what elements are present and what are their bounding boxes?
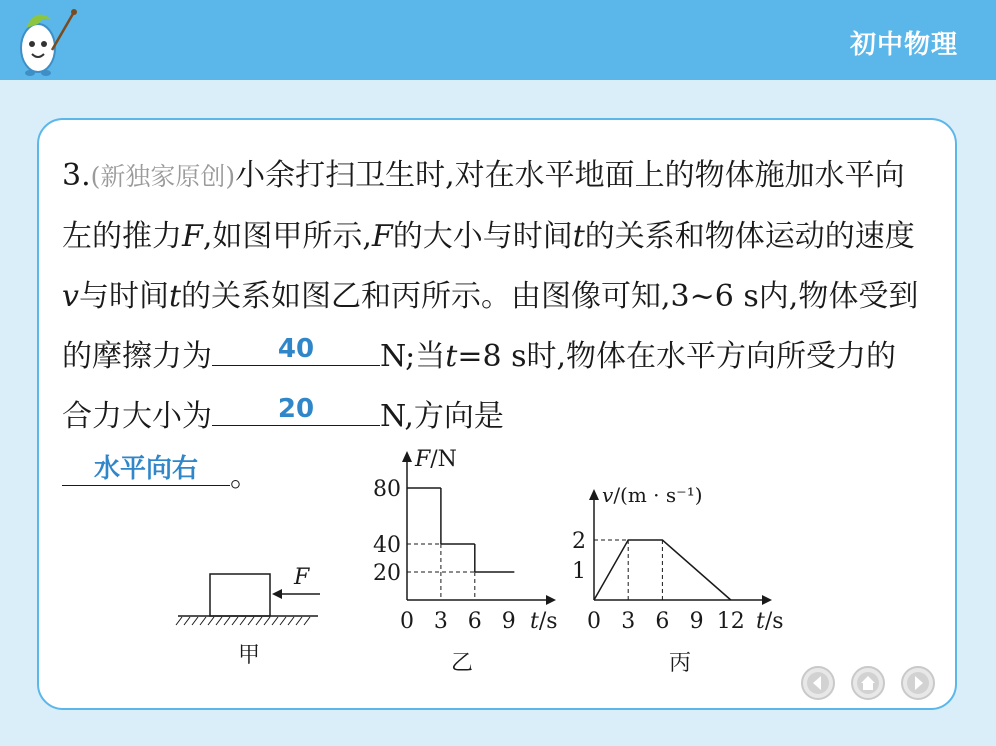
x-tick-label: 0: [400, 609, 414, 634]
x-axis-arrow-icon: [762, 595, 772, 605]
home-button[interactable]: [850, 665, 886, 701]
question-text-part: N,方向是: [380, 399, 504, 434]
x-axis-variable: t: [756, 609, 765, 634]
x-tick-label: 6: [467, 609, 482, 634]
x-axis-unit: /s: [538, 609, 558, 634]
hatch-mark: [296, 617, 302, 625]
y-tick-label: 20: [373, 561, 401, 586]
x-tick-label: 3: [621, 609, 636, 634]
figure-bing-chart: [572, 483, 784, 676]
answer-3: 水平向右: [93, 454, 198, 484]
y-tick-label: 2: [572, 529, 586, 554]
block: [210, 574, 270, 616]
x-tick-label: 0: [587, 609, 601, 634]
x-tick-label: 12: [716, 609, 745, 634]
hatch-mark: [176, 617, 182, 625]
answer-1: 40: [277, 334, 315, 364]
y-axis-label: [602, 483, 703, 507]
hatch-mark: [216, 617, 222, 625]
question-text-part: 小余打扫卫生时,对在水平地面上的物体施加水平向左的推力: [62, 158, 905, 254]
answer-2: 20: [277, 394, 315, 424]
variable-F: F: [182, 219, 203, 254]
caption-bing: 丙: [668, 651, 692, 676]
caption-jia: 甲: [238, 643, 261, 668]
hatch-mark: [288, 617, 294, 625]
hatch-mark: [200, 617, 206, 625]
y-tick-label: 1: [572, 559, 586, 584]
hatch-mark: [224, 617, 230, 625]
y-axis-arrow-icon: [589, 489, 599, 500]
hatch-mark: [208, 617, 214, 625]
y-axis-unit: /(m · s⁻¹): [613, 483, 703, 507]
subject-title: 初中物理: [849, 30, 958, 60]
figure-jia: [176, 565, 320, 668]
x-axis-unit: /s: [764, 609, 784, 634]
hatch-mark: [184, 617, 190, 625]
question-text-part: 的大小与时间: [392, 219, 573, 254]
question-text-part: 的关系和物体运动的速度: [584, 219, 915, 254]
hatch-mark: [192, 617, 198, 625]
question-source: (新独家原创): [90, 162, 236, 191]
x-tick-label: 9: [689, 609, 704, 634]
x-tick-label: 6: [655, 609, 670, 634]
hatch-mark: [272, 617, 278, 625]
variable-F: F: [371, 219, 393, 254]
question-number: 3.: [62, 158, 91, 193]
question-text-part: N;当: [380, 339, 446, 374]
hatch-mark: [280, 617, 286, 625]
x-axis-arrow-icon: [546, 595, 556, 605]
hatch-mark: [304, 617, 310, 625]
question-text-part: ,如图甲所示,: [202, 219, 372, 254]
hatch-mark: [232, 617, 238, 625]
hatch-mark: [248, 617, 254, 625]
y-tick-label: 80: [373, 477, 401, 502]
variable-t: t: [445, 339, 458, 374]
x-tick-label: 9: [501, 609, 516, 634]
arrow-head-icon: [272, 589, 282, 599]
hatch-mark: [264, 617, 270, 625]
variable-t: t: [572, 219, 585, 254]
figure-yi-chart: [373, 447, 558, 676]
question-text-part: 的关系如图乙和丙所示。由图像可知,3~6 s内,物体受到的摩擦力为: [62, 279, 919, 374]
next-button[interactable]: [900, 665, 936, 701]
x-axis-label: [530, 609, 558, 634]
ground-hatching: [176, 617, 310, 625]
caption-yi: 乙: [450, 651, 474, 676]
x-axis-variable: t: [530, 609, 539, 634]
y-tick-label: 40: [373, 533, 401, 558]
y-axis-variable: v: [602, 483, 614, 507]
x-axis-label: [756, 609, 784, 634]
y-axis-arrow-icon: [402, 451, 412, 462]
y-axis-unit: /N: [430, 447, 457, 472]
variable-t: t: [168, 279, 182, 314]
y-axis-label: [414, 447, 457, 472]
question-text-part: 与时间: [78, 279, 169, 314]
force-label: F: [294, 565, 310, 590]
variable-v: v: [62, 279, 79, 314]
hatch-mark: [256, 617, 262, 625]
hatch-mark: [240, 617, 246, 625]
previous-button[interactable]: [800, 665, 836, 701]
question-text-part: =8 s时,物体在水平方向所受力的合力大小为: [62, 339, 897, 434]
question-text-part: 。: [230, 459, 260, 494]
y-axis-variable: F: [415, 447, 431, 472]
x-tick-label: 3: [433, 609, 448, 634]
